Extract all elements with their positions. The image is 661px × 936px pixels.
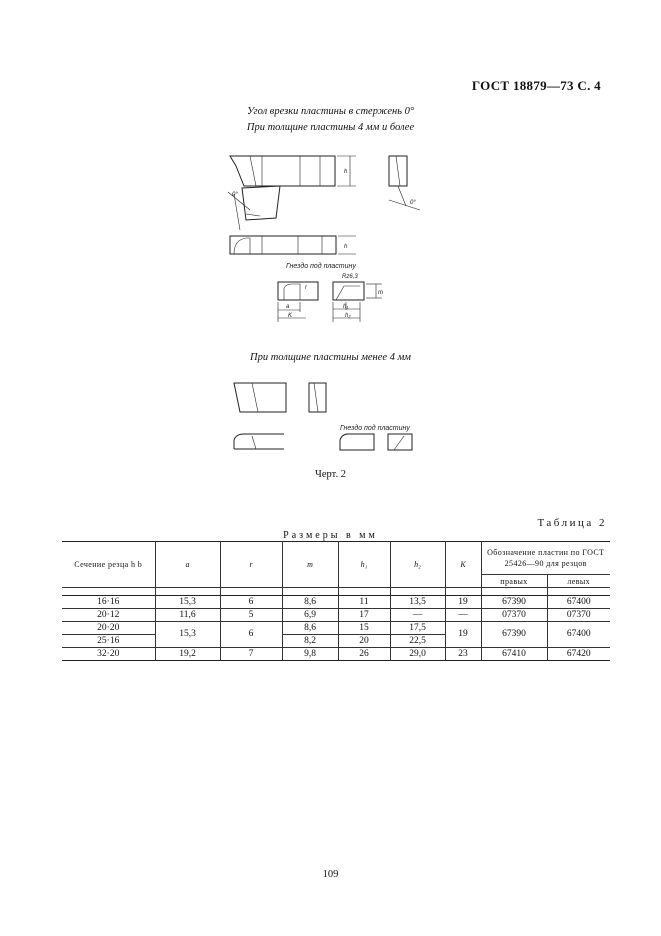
- cell-h1: 17: [338, 609, 390, 622]
- roughness-label: Rz6,3: [342, 274, 358, 280]
- cell-k: 19: [445, 596, 481, 609]
- cell-left: 67400: [547, 622, 610, 648]
- col-header-h1: h₁: [338, 542, 390, 588]
- cell-r: 6: [220, 596, 282, 609]
- cell-k: 23: [445, 648, 481, 661]
- cell-h2: 29,0: [390, 648, 445, 661]
- cutter-front-view: [230, 236, 356, 254]
- table-row: [62, 609, 610, 622]
- col-header-r: r: [220, 542, 282, 588]
- dim-k-label: K: [288, 313, 293, 319]
- angle-marker: 0°: [410, 200, 416, 206]
- cell-a: 11,6: [155, 609, 220, 622]
- cutter-top-view: [230, 156, 356, 186]
- page-number: 109: [322, 869, 339, 880]
- cell-right: 67390: [481, 596, 547, 609]
- cell-left: 67400: [547, 596, 610, 609]
- col-header-left: левых: [547, 575, 610, 588]
- col-header-a: a: [155, 542, 220, 588]
- table-row: [62, 648, 610, 661]
- cell-k: 19: [445, 622, 481, 648]
- col-header-designation: Обозначение пластин по ГОСТ 25426—90 для резцов: [481, 542, 610, 575]
- dim-h-label: h: [344, 169, 348, 175]
- col-header-section: Сечение резца h b: [62, 542, 155, 588]
- cell-section: 20·20: [62, 622, 155, 635]
- cell-m: 8,2: [282, 635, 338, 648]
- cell-section: 16·16: [62, 596, 155, 609]
- seat-detail-left: [278, 282, 318, 322]
- cell-r: 5: [220, 609, 282, 622]
- seat-label-upper: Гнездо под пластину: [286, 263, 356, 270]
- seat-label-lower: Гнездо под пластину: [340, 425, 410, 432]
- cell-left: 67420: [547, 648, 610, 661]
- col-header-k: K: [445, 542, 481, 588]
- cell-h2: —: [390, 609, 445, 622]
- thin-insert-front-view: [234, 434, 284, 449]
- cell-right: 67390: [481, 622, 547, 648]
- dim-r-label: r: [305, 285, 307, 291]
- cell-section: 32·20: [62, 648, 155, 661]
- cell-right: 07370: [481, 609, 547, 622]
- cell-section: 20·12: [62, 609, 155, 622]
- cell-h1: 15: [338, 622, 390, 635]
- cell-m: 9,8: [282, 648, 338, 661]
- cell-right: 67410: [481, 648, 547, 661]
- figure-caption-angle: Угол врезки пластины в стержень 0°: [246, 106, 415, 117]
- cell-m: 8,6: [282, 622, 338, 635]
- cell-h2: 13,5: [390, 596, 445, 609]
- cell-h1: 20: [338, 635, 390, 648]
- thin-seat-detail: [340, 434, 412, 450]
- cell-h1: 11: [338, 596, 390, 609]
- cell-r: 7: [220, 648, 282, 661]
- dimensions-table: [62, 541, 610, 661]
- cell-section: 25·16: [62, 635, 155, 648]
- figure-caption-thin: При толщине пластины менее 4 мм: [250, 352, 411, 363]
- cell-a: 19,2: [155, 648, 220, 661]
- dim-a-label: a: [286, 304, 290, 310]
- angle-marker-2: 0°: [232, 192, 238, 198]
- figure-label: Черт. 2: [315, 469, 346, 480]
- dim-h-label-2: h: [344, 244, 348, 250]
- table-row: [62, 596, 610, 609]
- document-header: ГОСТ 18879—73 С. 4: [471, 78, 601, 93]
- cell-a: 15,3: [155, 596, 220, 609]
- dim-h1-label: h₁: [343, 304, 349, 310]
- cell-h1: 26: [338, 648, 390, 661]
- dim-h2-label: h₂: [345, 313, 351, 319]
- table-caption: Размеры в мм: [283, 530, 378, 541]
- seat-detail-right: [333, 282, 383, 322]
- col-header-m: m: [282, 542, 338, 588]
- cell-k: —: [445, 609, 481, 622]
- cell-h2: 17,5: [390, 622, 445, 635]
- thin-insert-top-view: [234, 383, 326, 412]
- cell-h2: 22,5: [390, 635, 445, 648]
- insert-side-view: [228, 186, 280, 230]
- figure-caption-thick: При толщине пластины 4 мм и более: [246, 122, 415, 133]
- col-header-h2: h₂: [390, 542, 445, 588]
- cell-left: 07370: [547, 609, 610, 622]
- table-row: [62, 622, 610, 635]
- cell-m: 6,9: [282, 609, 338, 622]
- cell-a: 15,3: [155, 622, 220, 648]
- cell-m: 8,6: [282, 596, 338, 609]
- cutter-end-view: [389, 156, 420, 210]
- dim-m-label: m: [378, 290, 383, 296]
- cell-r: 6: [220, 622, 282, 648]
- col-header-right: правых: [481, 575, 547, 588]
- table-label: Таблица 2: [537, 517, 607, 529]
